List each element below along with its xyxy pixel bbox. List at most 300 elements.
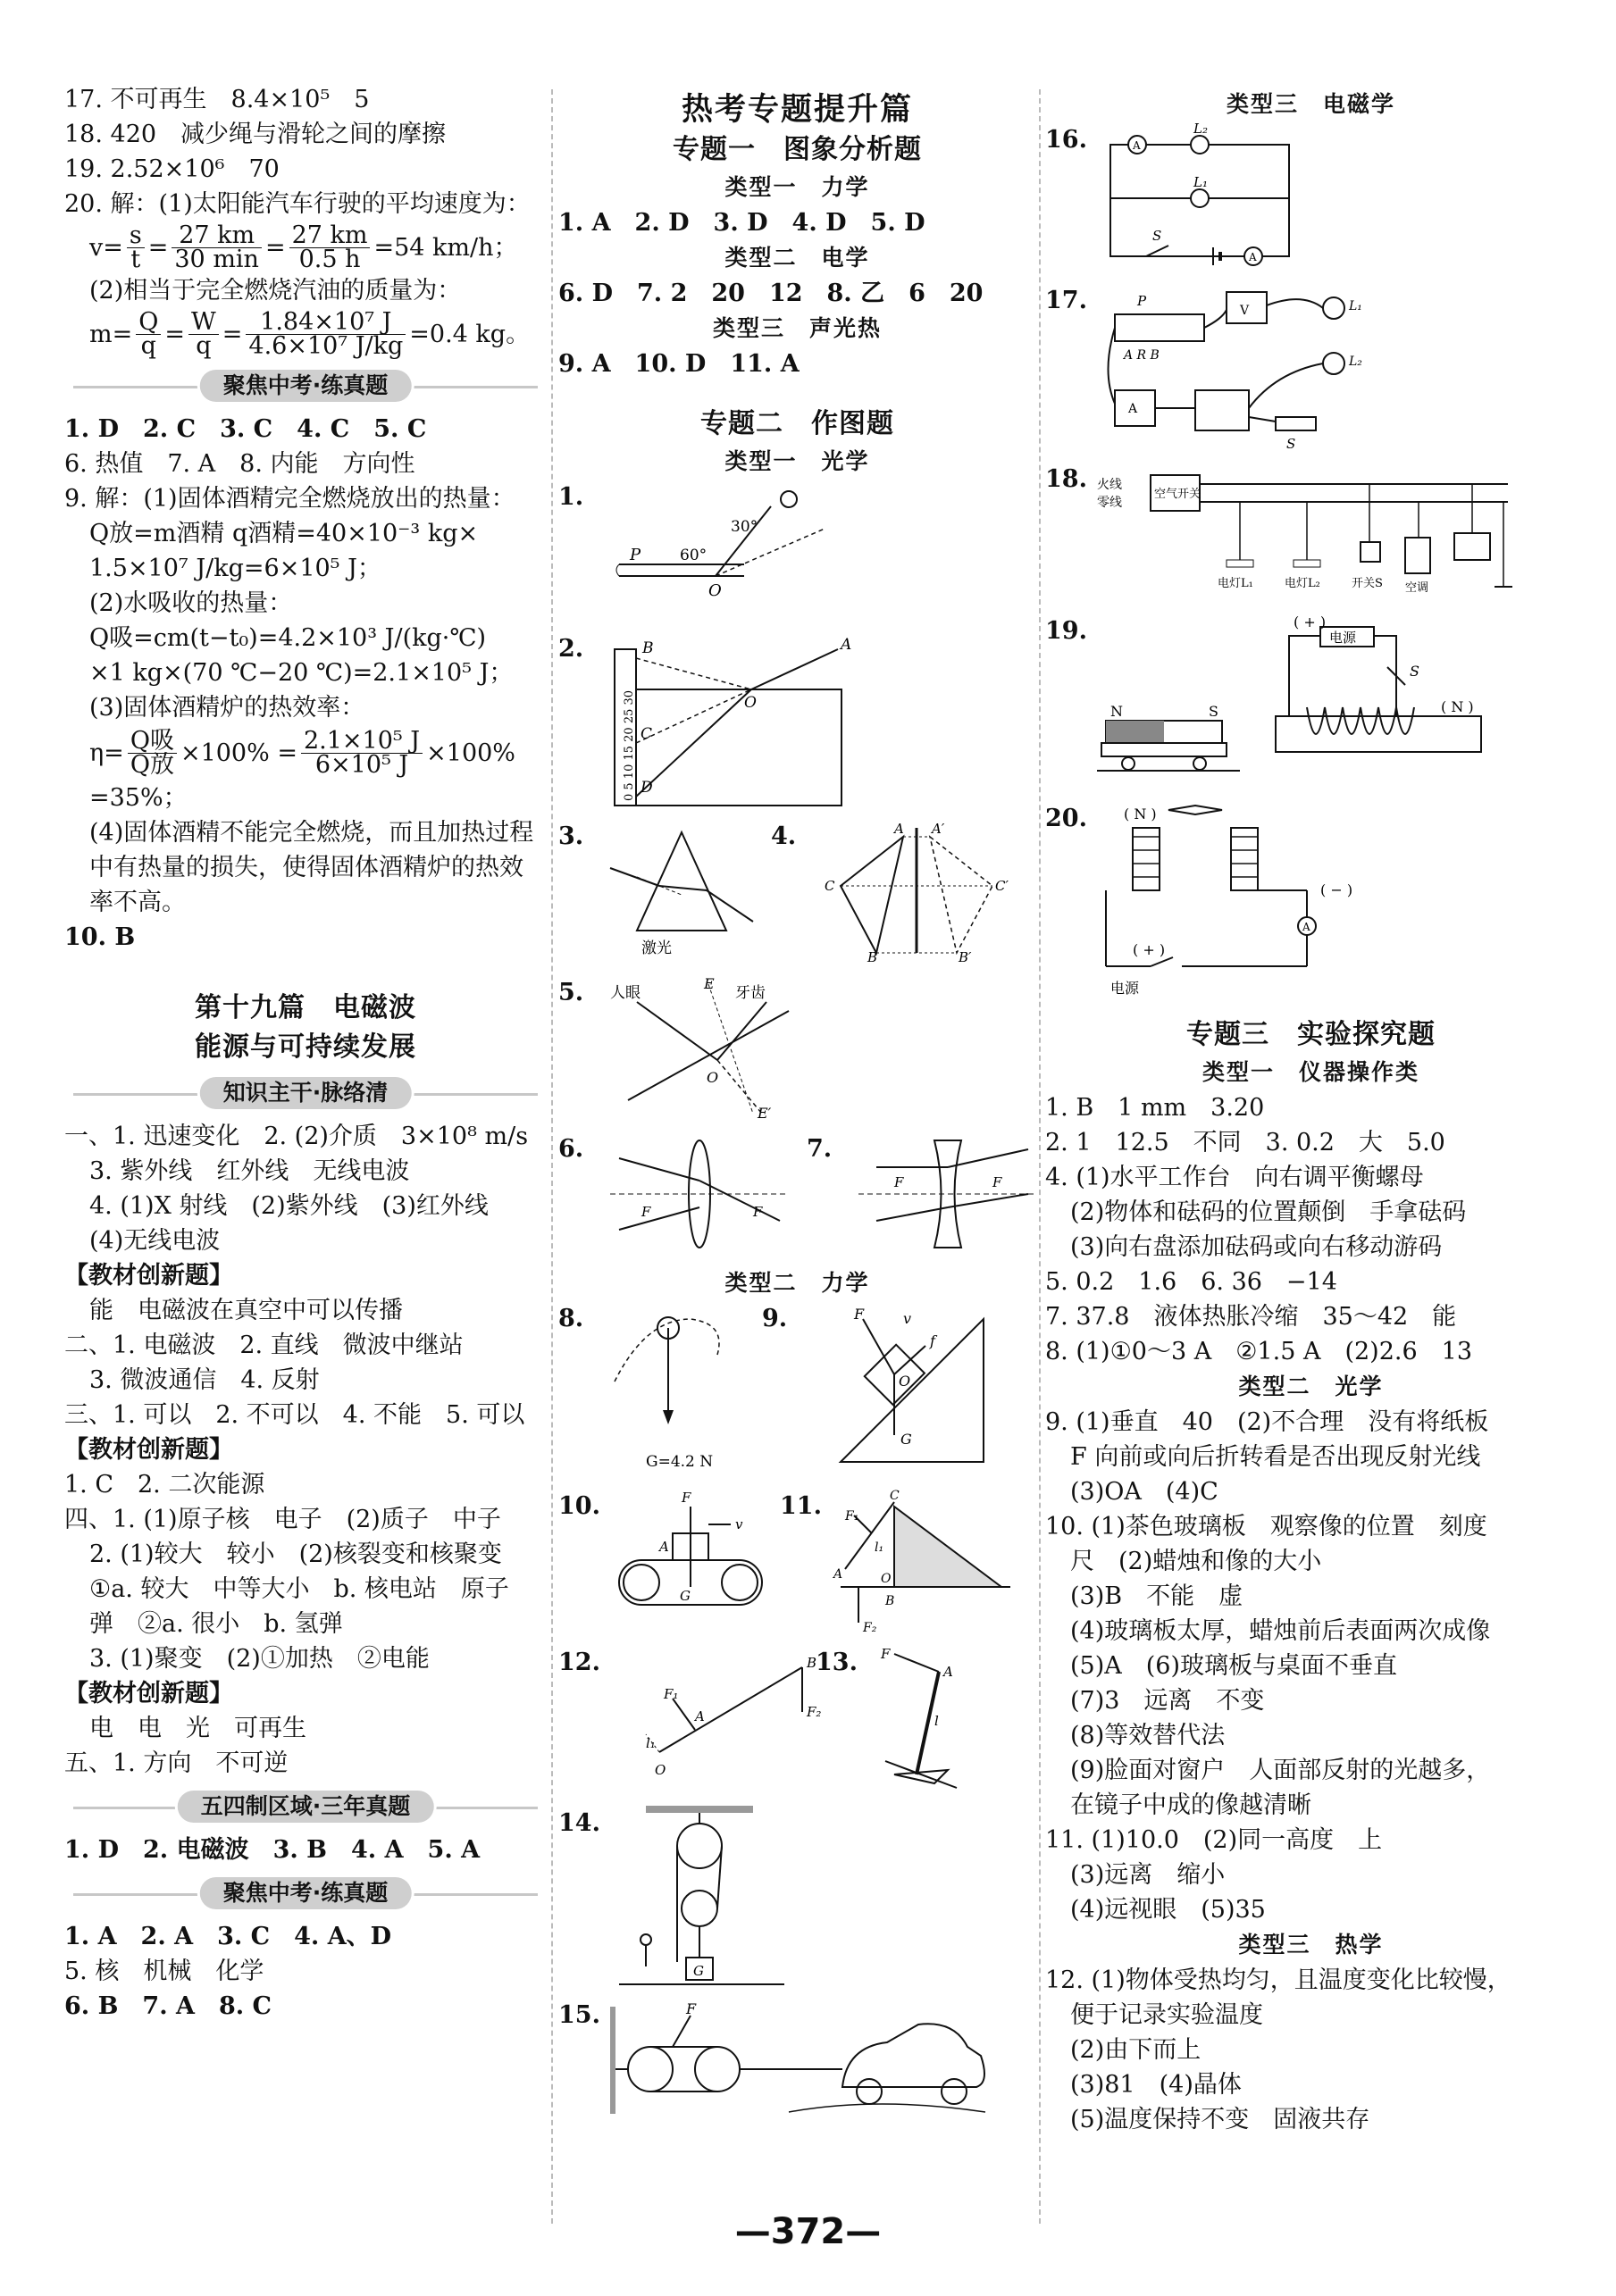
lamp-icon bbox=[1191, 136, 1209, 154]
incident-ray bbox=[717, 1002, 766, 1060]
construction-line bbox=[708, 984, 753, 1114]
focus-label: F bbox=[641, 1204, 651, 1220]
meter-label: A bbox=[1133, 139, 1141, 152]
knowledge-line: 2. (1)较大 较小 (2)核裂变和核聚变 bbox=[89, 1540, 502, 1568]
point-label: B bbox=[867, 949, 878, 965]
lamp-label: L₂ bbox=[1349, 355, 1362, 369]
pole-label: N bbox=[1110, 703, 1123, 720]
knowledge-line: 五、1. 方向 不可逆 bbox=[64, 1749, 289, 1777]
experiment-answer: 12. (1)物体受热均匀，且温度变化比较慢， bbox=[1045, 1966, 1511, 1994]
figure-number: 17. bbox=[1045, 287, 1087, 314]
force-label: F bbox=[682, 1490, 691, 1506]
light-ray bbox=[619, 1158, 699, 1181]
arm-label: l bbox=[934, 1713, 939, 1729]
figure-16 bbox=[1045, 122, 1577, 283]
answer-9-intro: 9. 解：(1)固体酒精完全燃烧放出的热量： bbox=[64, 485, 515, 513]
light-ray bbox=[699, 1181, 780, 1221]
figure-number: 14. bbox=[558, 1809, 600, 1837]
mirror-surface bbox=[628, 1011, 789, 1100]
answer-paragraph: (4)固体酒精不能完全燃烧，而且加热过程中有热量的损失，使得固体酒精炉的热效率不高。 bbox=[89, 819, 534, 916]
answers-row: 1. A 2. D 3. D 4. D 5. D bbox=[558, 209, 925, 237]
formula-mass bbox=[64, 308, 547, 360]
experiment-answer: 4. (1)水平工作台 向右调平衡螺母 bbox=[1045, 1164, 1424, 1191]
page-number: —372— bbox=[734, 2211, 882, 2252]
lamp-label: L₁ bbox=[1193, 174, 1208, 190]
ruler-scale: 0 5 10 15 20 25 30 bbox=[623, 689, 636, 801]
formula-text: ×100% bbox=[426, 739, 515, 767]
focus-label: F bbox=[753, 1204, 763, 1220]
point-label: C bbox=[825, 878, 835, 894]
answers-row: 6. B 7. A 8. C bbox=[64, 1992, 272, 2020]
type-heading: 类型一 力学 bbox=[724, 174, 870, 200]
point-label: A bbox=[695, 1708, 705, 1724]
banner-label: 知识主干·脉络清 bbox=[200, 1077, 412, 1109]
lamp-label: L₁ bbox=[1349, 299, 1362, 313]
numerator: s bbox=[127, 224, 145, 248]
figure-number: 3. bbox=[558, 822, 584, 850]
answer-17: 17. 不可再生 8.4×10⁵ 5 bbox=[64, 86, 370, 113]
knowledge-line: 能 电磁波在真空中可以传播 bbox=[89, 1297, 403, 1324]
point-label: A bbox=[943, 1664, 953, 1680]
experiment-answer: (3)向右盘添加砝码或向右移动游码 bbox=[1070, 1233, 1443, 1261]
denominator: q bbox=[196, 331, 212, 360]
fraction bbox=[136, 307, 161, 360]
figure-17 bbox=[1045, 283, 1577, 462]
force-arrow bbox=[673, 1699, 695, 1730]
switch-label: S bbox=[1410, 663, 1419, 680]
point-label: E bbox=[704, 975, 715, 992]
knowledge-line: 三、1. 可以 2. 不可以 4. 不能 5. 可以 bbox=[64, 1401, 525, 1429]
denominator: t bbox=[130, 245, 141, 273]
arm-label: l₁ bbox=[875, 1540, 884, 1555]
figure-number: 9. bbox=[762, 1305, 788, 1332]
numerator: 27 km bbox=[172, 224, 262, 248]
sun-icon bbox=[781, 491, 797, 507]
numerator: Q吸 bbox=[128, 730, 177, 754]
convex-lens-diagram bbox=[610, 1131, 789, 1257]
answer-line: Q吸=cm(t−t₀)=4.2×10³ J/(kg·℃) bbox=[89, 624, 487, 652]
figure-number: 1. bbox=[558, 483, 584, 511]
chapter-title-1: 第十九篇 电磁波 bbox=[195, 992, 416, 1023]
laser-ray bbox=[659, 886, 707, 890]
pole-label: S bbox=[1209, 703, 1218, 720]
experiment-answer: (3)B 不能 虚 bbox=[1070, 1582, 1243, 1610]
fraction bbox=[128, 726, 177, 779]
figure-2 bbox=[558, 631, 1036, 819]
fixed-pulley bbox=[677, 1824, 722, 1868]
virtual-ray bbox=[636, 658, 751, 689]
denominator: q bbox=[140, 331, 156, 360]
polarity-label: ( + ) bbox=[1133, 941, 1166, 958]
numerator: Q bbox=[136, 311, 161, 335]
light-ray bbox=[948, 1149, 1028, 1167]
knowledge-line: 一、1. 迅速变化 2. (2)介质 3×10⁸ m/s bbox=[64, 1123, 529, 1150]
knowledge-line: 4. (1)X 射线 (2)紫外线 (3)红外线 bbox=[89, 1192, 489, 1220]
fraction bbox=[301, 726, 423, 779]
answer-line: =35%； bbox=[89, 784, 188, 812]
mirror-image-diagram bbox=[823, 819, 1019, 965]
experiment-answer: (3)远离 缩小 bbox=[1070, 1861, 1226, 1889]
force-arrow bbox=[863, 1319, 894, 1374]
fraction bbox=[289, 221, 371, 273]
switch-label: 开关S bbox=[1352, 577, 1383, 590]
denominator: 30 min bbox=[174, 245, 259, 273]
dental-mirror-diagram bbox=[610, 975, 825, 1123]
figure-20 bbox=[1045, 801, 1577, 1015]
type-heading: 类型一 光学 bbox=[724, 448, 870, 474]
answer-18: 18. 420 减少绳与滑轮之间的摩擦 bbox=[64, 121, 447, 148]
prism-diagram bbox=[610, 819, 762, 962]
figure-number: 16. bbox=[1045, 126, 1087, 154]
chapter-title-2: 能源与可持续发展 bbox=[195, 1031, 416, 1063]
pole-label: ( N ) bbox=[1441, 698, 1474, 715]
force-label: F bbox=[686, 2000, 697, 2017]
answer-line: Q放=m酒精 q酒精=40×10⁻³ kg× bbox=[89, 520, 479, 547]
knowledge-line: 二、1. 电磁波 2. 直线 微波中继站 bbox=[64, 1332, 464, 1359]
formula-text: v= bbox=[89, 233, 123, 262]
water-tank bbox=[636, 689, 841, 806]
coil-windings bbox=[1133, 837, 1258, 877]
figure-10-11 bbox=[558, 1489, 1036, 1645]
compass-needle bbox=[1168, 806, 1222, 814]
point-label: O bbox=[881, 1572, 892, 1586]
experiment-answer: (9)脸面对窗户 人面部反射的光越多， bbox=[1070, 1757, 1491, 1784]
section-banner bbox=[64, 1076, 547, 1112]
experiment-answer: 7. 37.8 液体热胀冷缩 35～42 能 bbox=[1045, 1303, 1457, 1331]
light-ray bbox=[876, 1207, 948, 1221]
switch bbox=[1151, 957, 1173, 966]
lever-wall-diagram bbox=[832, 1489, 1019, 1636]
household-circuit-diagram bbox=[1097, 462, 1517, 605]
slider-label: P bbox=[1137, 293, 1147, 309]
denominator: 6×10⁵ J bbox=[314, 750, 409, 779]
force-label: F₁ bbox=[664, 1686, 679, 1702]
virtual-ray bbox=[717, 1060, 762, 1114]
experiment-answer: (4)远视眼 (5)35 bbox=[1070, 1896, 1266, 1924]
knowledge-line: 3. 微波通信 4. 反射 bbox=[89, 1366, 320, 1394]
incline-diagram bbox=[814, 1301, 992, 1480]
answers-row: 1. D 2. C 3. C 4. C 5. C bbox=[64, 415, 427, 443]
experiment-answer: (2)物体和砝码的位置颠倒 手拿砝码 bbox=[1070, 1198, 1467, 1226]
polarity-label: ( − ) bbox=[1320, 881, 1353, 898]
figure-number: 20. bbox=[1045, 805, 1087, 832]
figure-6-7 bbox=[558, 1131, 1036, 1265]
pole-label: ( N ) bbox=[1124, 806, 1157, 822]
point-label: B bbox=[642, 639, 654, 657]
numerator: 1.84×10⁷ J bbox=[246, 311, 406, 335]
brick-wall bbox=[894, 1507, 1001, 1587]
meter-label: A bbox=[1128, 402, 1138, 416]
figure-number: 15. bbox=[558, 2001, 600, 2029]
formula-text: ×100% = bbox=[180, 739, 297, 767]
switch bbox=[1146, 246, 1168, 256]
figure-number: 12. bbox=[558, 1649, 600, 1676]
switch-label: S bbox=[1152, 228, 1162, 244]
hammer-diagram bbox=[867, 1645, 1010, 1797]
circuit-diagram bbox=[1097, 122, 1320, 274]
experiment-answer: F 向前或向后折转看是否出现反射光线 bbox=[1070, 1443, 1481, 1471]
tooth-label: 牙齿 bbox=[735, 984, 766, 1002]
type-heading: 类型三 声光热 bbox=[712, 315, 882, 341]
knowledge-line: 电 电 光 可再生 bbox=[89, 1715, 306, 1742]
point-label: O bbox=[899, 1373, 911, 1390]
point-label: C bbox=[890, 1489, 900, 1503]
point-label: B bbox=[807, 1655, 817, 1671]
point-label: C bbox=[641, 725, 653, 743]
experiment-answer: (8)等效替代法 bbox=[1070, 1722, 1226, 1749]
section-banner bbox=[64, 1790, 547, 1825]
point-label: P bbox=[630, 546, 641, 564]
section-banner bbox=[64, 1876, 547, 1912]
figure-5 bbox=[558, 975, 1036, 1131]
knowledge-line: 四、1. (1)原子核 电子 (2)质子 中子 bbox=[64, 1506, 501, 1533]
iron-core bbox=[1276, 716, 1481, 752]
topic-2-title: 专题二 作图题 bbox=[700, 408, 894, 439]
virtual-ray bbox=[636, 689, 751, 743]
formula-text: = bbox=[164, 320, 185, 348]
figure-18 bbox=[1045, 462, 1577, 614]
experiment-answer: (3)81 (4)晶体 bbox=[1070, 2071, 1242, 2099]
topic-3-title: 专题三 实验探究题 bbox=[1186, 1019, 1436, 1050]
point-label: A bbox=[659, 1539, 669, 1555]
moving-pulley bbox=[682, 1891, 717, 1926]
experiment-answer: 1. B 1 mm 3.20 bbox=[1045, 1094, 1265, 1122]
pulley bbox=[628, 2047, 673, 2091]
experiment-answer: 8. (1)①0～3 A ②1.5 A (2)2.6 13 bbox=[1045, 1338, 1472, 1365]
switch-box bbox=[1361, 542, 1380, 562]
electromagnet-circuit-diagram bbox=[1097, 801, 1365, 1006]
focus-label: F bbox=[894, 1174, 904, 1190]
force-label: F₂ bbox=[807, 1704, 822, 1720]
refraction-diagram bbox=[610, 631, 851, 810]
textbook-heading: 【教材创新题】 bbox=[64, 1436, 233, 1464]
figure-number: 10. bbox=[558, 1492, 600, 1520]
lamp-icon bbox=[1294, 560, 1320, 567]
lever-diagram bbox=[610, 1645, 822, 1797]
type-heading: 类型一 仪器操作类 bbox=[1202, 1059, 1419, 1085]
rheostat bbox=[1115, 314, 1204, 341]
force-label: F bbox=[881, 1646, 891, 1662]
figure-number: 4. bbox=[771, 822, 797, 850]
reflection-diagram bbox=[610, 480, 816, 622]
figure-number: 8. bbox=[558, 1305, 584, 1332]
knowledge-line: 3. 紫外线 红外线 无线电波 bbox=[89, 1157, 410, 1185]
friction-label: f bbox=[930, 1332, 935, 1349]
answer-line: ×1 kg×(70 ℃−20 ℃)=2.1×10⁵ J； bbox=[89, 659, 514, 687]
conveyor-diagram bbox=[610, 1489, 771, 1636]
point-label: A bbox=[833, 1567, 843, 1582]
concave-lens-diagram bbox=[858, 1131, 1037, 1257]
figure-8-9 bbox=[558, 1301, 1036, 1489]
point-label: E′ bbox=[758, 1105, 772, 1122]
lamp-label: L₂ bbox=[1193, 121, 1208, 137]
column-left bbox=[64, 82, 547, 2024]
velocity-label: v bbox=[903, 1310, 912, 1327]
magnet-north bbox=[1106, 721, 1164, 743]
column-right bbox=[1045, 87, 1577, 2137]
meter-label: A bbox=[1302, 921, 1310, 933]
point-label: A bbox=[841, 636, 852, 654]
ceiling bbox=[646, 1806, 753, 1813]
figure-number: 5. bbox=[558, 979, 584, 1006]
light-ray bbox=[619, 1207, 699, 1230]
experiment-answer: 在镜子中成的像越清晰 bbox=[1070, 1791, 1311, 1819]
type-heading: 类型三 电磁学 bbox=[1226, 91, 1395, 117]
ray-in-air bbox=[751, 649, 838, 689]
coil bbox=[1307, 707, 1414, 734]
pulley bbox=[722, 1565, 758, 1600]
lamp-icon bbox=[1323, 353, 1344, 374]
point-label: O bbox=[708, 581, 722, 600]
point-label: O bbox=[707, 1069, 719, 1086]
experiment-answer: 5. 0.2 1.6 6. 36 −14 bbox=[1045, 1268, 1337, 1296]
fraction bbox=[172, 221, 262, 273]
answer-line: (3)固体酒精炉的热效率： bbox=[89, 694, 365, 722]
column-middle bbox=[558, 89, 1036, 2123]
numerator: 27 km bbox=[289, 224, 371, 248]
experiment-answer: (5)A (6)玻璃板与桌面不垂直 bbox=[1070, 1652, 1397, 1680]
formula-text: = bbox=[147, 233, 169, 262]
knowledge-line: ①a. 较大 中等大小 b. 核电站 原子 bbox=[89, 1575, 509, 1603]
formula-text: m= bbox=[89, 320, 133, 348]
pulley-system-diagram bbox=[610, 1806, 789, 1989]
knowledge-line: 弹 ②a. 很小 b. 氢弹 bbox=[89, 1610, 343, 1638]
angle-label: 60° bbox=[680, 547, 708, 564]
arm-label: l₁ bbox=[646, 1735, 656, 1751]
wire-label: 火线 bbox=[1097, 478, 1122, 492]
answers-row: 9. A 10. D 11. A bbox=[558, 350, 800, 378]
answer-20-part2: (2)相当于完全燃烧汽油的质量为： bbox=[89, 277, 462, 305]
cart bbox=[1101, 743, 1227, 756]
incline bbox=[841, 1319, 984, 1462]
experiment-answer: 尺 (2)蜡烛和像的大小 bbox=[1070, 1548, 1322, 1575]
type-heading: 类型二 电学 bbox=[724, 245, 870, 271]
fraction bbox=[246, 307, 406, 360]
laser-ray bbox=[707, 890, 753, 922]
textbook-heading: 【教材创新题】 bbox=[64, 1680, 233, 1707]
force-label: G=4.2 N bbox=[646, 1453, 714, 1471]
triangle-object bbox=[841, 837, 903, 953]
experiment-answer: 2. 1 12.5 不同 3. 0.2 大 5.0 bbox=[1045, 1129, 1445, 1156]
column-divider-1 bbox=[551, 89, 553, 2224]
formula-text: =54 km/h； bbox=[373, 233, 518, 262]
prism bbox=[637, 832, 726, 931]
answer-line: (2)水吸收的热量： bbox=[89, 589, 293, 617]
polarity-label: ( + ) bbox=[1294, 614, 1327, 630]
figure-3-4 bbox=[558, 819, 1036, 975]
mirror-edge bbox=[616, 564, 619, 576]
denominator: Q放 bbox=[130, 750, 174, 779]
type-heading: 类型二 光学 bbox=[1238, 1373, 1384, 1399]
force-label: F₂ bbox=[863, 1621, 877, 1635]
fraction bbox=[188, 307, 219, 360]
arrow-head bbox=[663, 1410, 674, 1424]
banner-label: 聚焦中考·练真题 bbox=[200, 1877, 412, 1909]
figure-number: 19. bbox=[1045, 617, 1087, 645]
point-label: B bbox=[885, 1594, 895, 1608]
laser-ray bbox=[610, 868, 659, 886]
force-label: F₁ bbox=[845, 1509, 859, 1524]
figure-number: 6. bbox=[558, 1135, 584, 1163]
circuit-loop bbox=[1289, 636, 1396, 716]
knowledge-line: (4)无线电波 bbox=[89, 1227, 221, 1255]
car-pulley-diagram bbox=[610, 1998, 994, 2118]
experiment-answer: 11. (1)10.0 (2)同一高度 上 bbox=[1045, 1826, 1383, 1854]
answer-19: 19. 2.52×10⁶ 70 bbox=[64, 155, 280, 183]
focus-label: F bbox=[992, 1174, 1002, 1190]
point-label: D bbox=[641, 779, 653, 797]
answers-row: 1. A 2. A 3. C 4. A、D bbox=[64, 1923, 392, 1950]
answer-10: 10. B bbox=[64, 923, 136, 951]
figure-number: 7. bbox=[807, 1135, 833, 1163]
car bbox=[842, 2024, 984, 2087]
formula-speed bbox=[64, 221, 547, 273]
cart-wheel bbox=[1193, 757, 1206, 770]
electromagnet-diagram bbox=[1097, 614, 1490, 792]
point-label: A bbox=[894, 821, 904, 837]
figure-number: 11. bbox=[780, 1492, 822, 1520]
answers-row: 6. 热值 7. A 8. 内能 方向性 bbox=[64, 450, 415, 478]
formula-text: = bbox=[264, 233, 286, 262]
figure-number: 18. bbox=[1045, 465, 1087, 493]
ac-label: 空调 bbox=[1405, 581, 1429, 595]
lamp-label: 电灯L₁ bbox=[1218, 577, 1253, 590]
light-ray bbox=[948, 1194, 1028, 1207]
answers-row: 1. D 2. 电磁波 3. B 4. A 5. A bbox=[64, 1836, 481, 1864]
figure-number: 2. bbox=[558, 635, 584, 663]
cart-wheel bbox=[1122, 757, 1135, 770]
experiment-answer: (7)3 远离 不变 bbox=[1070, 1687, 1265, 1715]
figure-19 bbox=[1045, 614, 1577, 801]
figure-1 bbox=[558, 480, 1036, 631]
force-arrow bbox=[673, 2016, 691, 2047]
wire-label: 零线 bbox=[1097, 496, 1122, 510]
trajectory bbox=[615, 1319, 719, 1382]
experiment-answer: (4)玻璃板太厚，蜡烛前后表面两次成像 bbox=[1070, 1617, 1491, 1645]
force-label: G bbox=[680, 1588, 691, 1604]
meter-label: A bbox=[1249, 251, 1257, 263]
pulley bbox=[624, 1565, 659, 1600]
velocity-label: v bbox=[735, 1516, 743, 1532]
rheostat-label: A R B bbox=[1124, 348, 1160, 363]
formula-text: η= bbox=[89, 739, 124, 767]
lamp-label: 电灯L₂ bbox=[1285, 577, 1320, 590]
answer-line: 1.5×10⁷ J/kg=6×10⁵ J； bbox=[89, 555, 381, 582]
knowledge-line: 3. (1)聚变 (2)①加热 ②电能 bbox=[89, 1645, 430, 1673]
force-label: F bbox=[854, 1306, 865, 1323]
force-arrow bbox=[894, 1654, 939, 1672]
banner-label: 五四制区域·三年真题 bbox=[178, 1791, 434, 1823]
column-divider-2 bbox=[1039, 89, 1041, 2224]
pulley bbox=[695, 2047, 740, 2091]
point-label: B′ bbox=[959, 949, 972, 965]
denominator: 4.6×10⁷ J/kg bbox=[248, 331, 404, 360]
type-heading: 类型三 热学 bbox=[1238, 1932, 1384, 1958]
experiment-answer: 10. (1)茶色玻璃板 观察像的位置 刻度 bbox=[1045, 1513, 1487, 1540]
banner-label: 聚焦中考·练真题 bbox=[200, 370, 412, 402]
figure-number: 13. bbox=[816, 1649, 858, 1676]
formula-efficiency bbox=[64, 725, 547, 781]
ray-in-water bbox=[636, 689, 751, 797]
point-label: A′ bbox=[932, 821, 945, 837]
point-label: O bbox=[744, 694, 757, 712]
eye-label: 人眼 bbox=[610, 984, 641, 1002]
switch-label: S bbox=[1286, 436, 1296, 452]
point-label: O bbox=[655, 1762, 666, 1778]
denominator: 0.5 h bbox=[298, 245, 361, 273]
switch bbox=[1276, 417, 1316, 430]
ground bbox=[789, 2104, 985, 2112]
